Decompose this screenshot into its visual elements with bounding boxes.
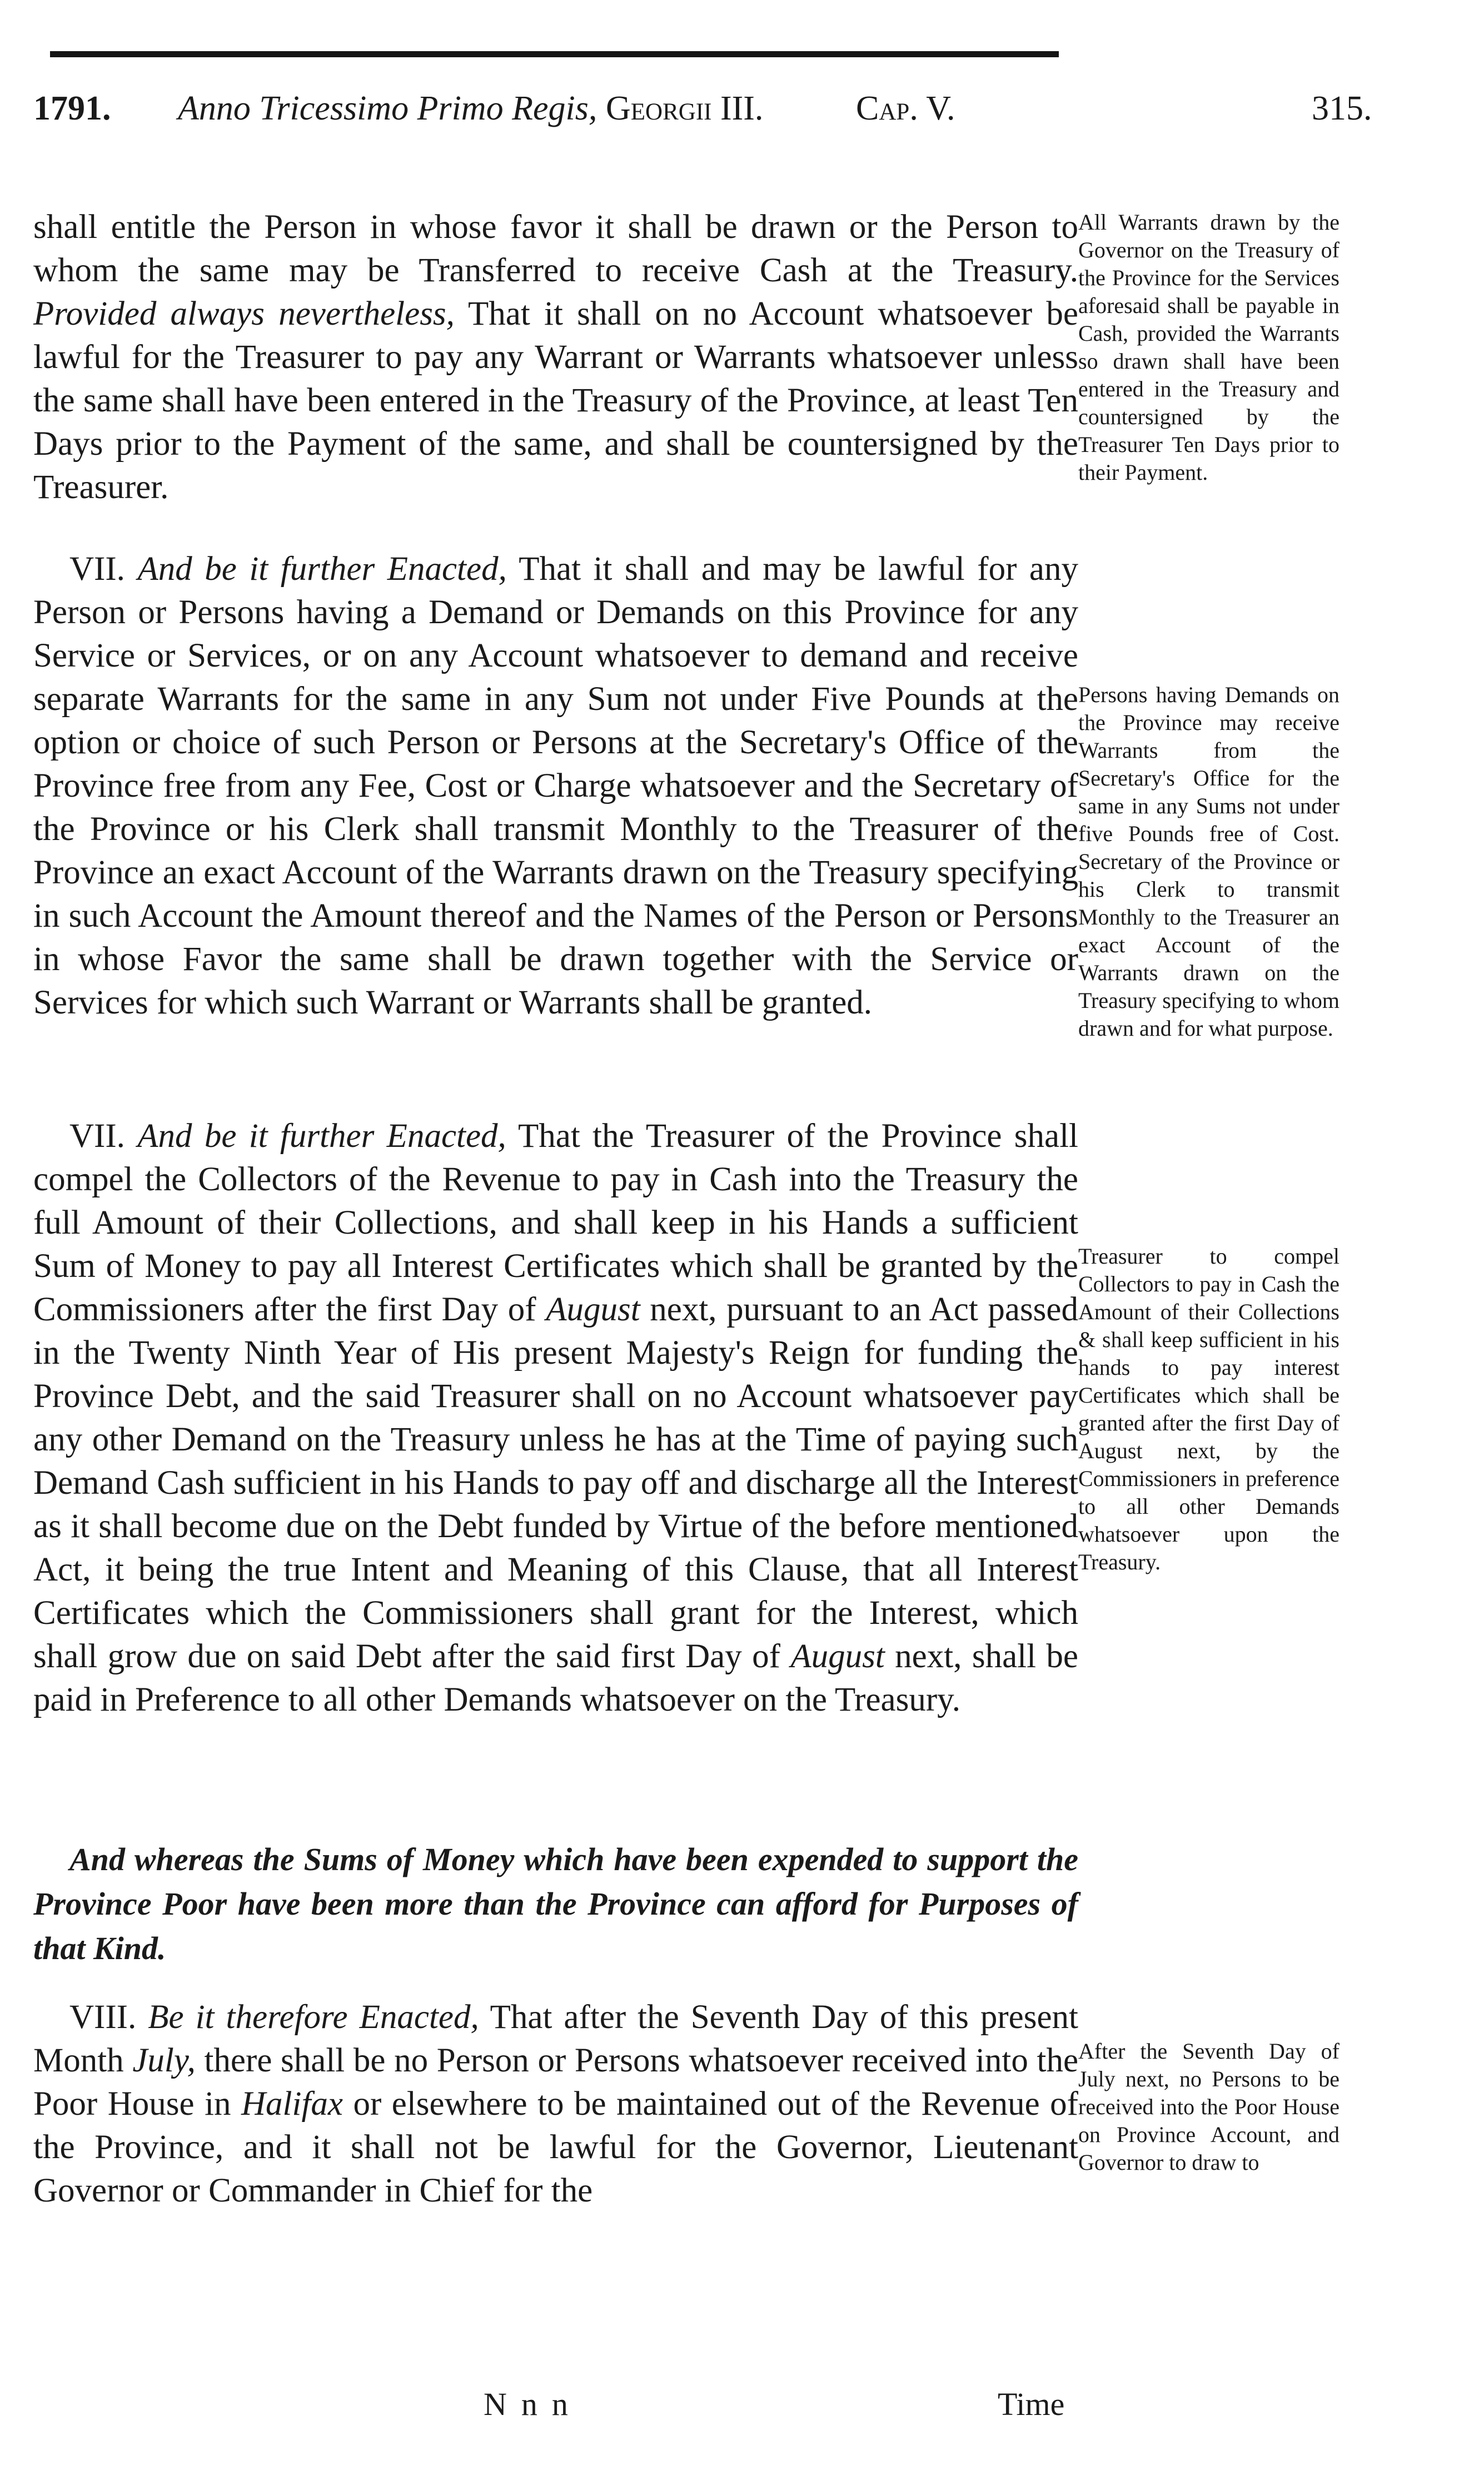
header-year: 1791. bbox=[33, 90, 111, 127]
header-rule bbox=[50, 51, 1059, 57]
month-name: August bbox=[790, 1638, 885, 1675]
opening-text: shall entitle the Person in whose favor it shall be drawn or the Person to whom the same may be Transferred to receive Cash at the Treasury. bbox=[33, 208, 1078, 289]
section-lead: Be it therefore Enacted, bbox=[148, 1999, 479, 2036]
proviso-lead: Provided always nevertheless, bbox=[33, 295, 455, 332]
margin-note-poor-house bbox=[1078, 2037, 1339, 2176]
proviso-text: That it shall on no Account whatsoever be lawful for the Treasurer to pay any Warrant or Warrants whatsoever unless the same shall have been entered in the Treasury of the Province, at least Ten Days prior to the Payment of the same, and shall be countersigned by the Treasurer. bbox=[33, 295, 1078, 506]
section-number: VII. bbox=[69, 1117, 125, 1155]
signature-mark: Nnn bbox=[484, 2386, 582, 2422]
section-text: or elsewhere to be maintained out of the Revenue of the Province, and it shall not be lawful for the Governor, Lieutenant Governor or Commander in Chief for the bbox=[33, 2085, 1078, 2209]
place-name: Halifax bbox=[241, 2085, 343, 2123]
margin-note-warrants bbox=[1078, 208, 1339, 486]
section-number: VII. bbox=[69, 550, 125, 588]
section-viii-poor-house bbox=[33, 1996, 1078, 2213]
margin-note-demands bbox=[1078, 681, 1339, 1042]
paragraph-warrants-cash bbox=[33, 206, 1078, 509]
margin-note-treasurer bbox=[1078, 1243, 1339, 1576]
margin-note-text: Treasurer to compel Collectors to pay in Cash the Amount of their Collections & shall keep sufficient in his hands to pay interest Certificates which shall be granted after the first Day of August next, by the Commissioners in preference to all other Demands whatsoever upon the Treasury. bbox=[1078, 1244, 1339, 1574]
section-text: That it shall and may be lawful for any Person or Persons having a Demand or Demands on this Province for any Service or Services, or on any Account whatsoever to demand and receive separate Warrants for the same in any Sum not under Five Pounds at the option or choice of such Person or Persons at the Secretary's Office of the Province free from any Fee, Cost or Charge whatsoever and the Secretary of the Province or his Clerk shall transmit Monthly to the Treasurer of the Province an exact Account of the Warrants drawn on the Treasury specifying in such Account the Amount thereof and the Names of the Person or Persons in whose Favor the same shall be drawn together with the Service or Services for which such Warrant or Warrants shall be granted. bbox=[33, 550, 1078, 1021]
section-text: That after the Seventh Day of this present Month bbox=[33, 1999, 1078, 2079]
section-text: there shall be no Person or Persons whatsoever received into the Poor House in bbox=[33, 2042, 1079, 2123]
header-title: Anno Tricessimo Primo Regis, bbox=[178, 90, 597, 127]
margin-note-text: After the Seventh Day of July next, no Persons to be received into the Poor House on Province Account, and Governor to draw to bbox=[1078, 2039, 1339, 2175]
header-king: Georgii III. bbox=[606, 90, 764, 127]
section-text: next, pursuant to an Act passed in the Twenty Ninth Year of His present Majesty's Reign for funding the Province Debt, and the said Treasurer shall on no Account whatsoever pay any other Demand on the Treasury unless he has at the Time of paying such Demand Cash sufficient in his Hands to pay off and discharge all the Interest as it shall become due on the Debt funded by Virtue of the before mentioned Act, it being the true Intent and Meaning of this Clause, that all Interest Certificates which the Commissioners shall grant for the Interest, which shall grow due on said Debt after the said first Day of bbox=[33, 1291, 1078, 1675]
month-name: August bbox=[546, 1291, 640, 1328]
section-number: VIII. bbox=[69, 1999, 137, 2036]
margin-note-text: Persons having Demands on the Province may receive Warrants from the Secretary's Office for the same in any Sums not under five Pounds free of Cost. Secretary of the Province or his Clerk to transmit Monthly to the Treasurer an exact Account of the Warrants drawn on the Treasury specifying to whom drawn and for what purpose. bbox=[1078, 682, 1339, 1041]
section-text: next, shall be paid in Preference to all other Demands whatsoever on the Treasury. bbox=[33, 1638, 1078, 1718]
catchword: Time bbox=[998, 2386, 1065, 2422]
section-lead: And be it further Enacted, bbox=[137, 1117, 506, 1155]
running-header bbox=[33, 83, 1412, 133]
section-vii-warrants bbox=[33, 548, 1078, 1025]
month-name: July, bbox=[132, 2042, 196, 2079]
section-text: That the Treasurer of the Province shall compel the Collectors of the Revenue to pay in Cash into the Treasury the full Amount of their Collections, and shall keep in his Hands a sufficient Sum of Money to pay all Interest Certificates which shall be granted by the Commissioners after the first Day of bbox=[33, 1117, 1078, 1328]
margin-note-text: All Warrants drawn by the Governor on the Treasury of the Province for the Services aforesaid shall be payable in Cash, provided the Warrants so drawn shall have been entered in the Treasury and countersigned by the Treasurer Ten Days prior to their Payment. bbox=[1078, 210, 1339, 485]
whereas-preamble bbox=[33, 1837, 1078, 1971]
whereas-text: And whereas the Sums of Money which have been expended to support the Province Poor have been more than the Province can afford for Purposes of that Kind. bbox=[33, 1841, 1078, 1966]
header-chapter: Cap. V. bbox=[856, 90, 955, 127]
page-number: 315. bbox=[1312, 90, 1372, 127]
section-lead: And be it further Enacted, bbox=[137, 550, 507, 588]
section-vii-treasurer bbox=[33, 1115, 1078, 1722]
